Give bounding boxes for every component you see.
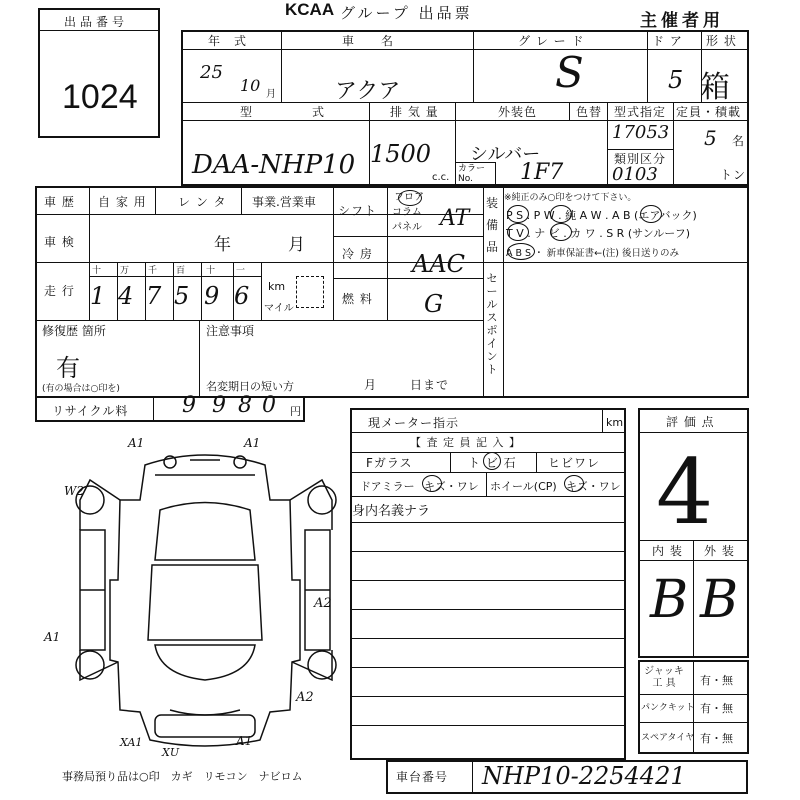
equipment-label: 装備品 — [485, 196, 498, 254]
remark-rule — [352, 638, 624, 639]
mileage-unit-header: 十 — [206, 266, 216, 276]
mark-a1-top-right: A1 — [244, 436, 261, 450]
remark-rule — [352, 725, 624, 726]
abs-circle — [507, 243, 535, 260]
puncture-kit-opts: 有・無 — [700, 702, 733, 715]
inspector-remark: 身内名義ナラ — [352, 504, 431, 519]
front-glass-chip: ト ビ 石 — [468, 456, 517, 470]
displacement-label: 排 気 量 — [390, 105, 439, 119]
meter-unit: km — [606, 416, 624, 429]
shape-value: 箱 — [700, 70, 730, 105]
mile-checkbox — [296, 276, 324, 308]
wheel-opts: キズ・ワレ — [566, 480, 621, 493]
office-items-note: 事務局預り品は○印 カギ リモコン ナビロム — [62, 770, 303, 783]
mark-a2-bottom-right: A2 — [296, 690, 314, 705]
ac-label: 冷 房 — [342, 247, 373, 261]
inspection-month: 月 — [288, 235, 305, 255]
fuel-label: 燃 料 — [342, 292, 373, 306]
chassis-value: NHP10-2254421 — [482, 762, 686, 790]
form-title: グループ 出品票 — [340, 4, 473, 22]
ab-circle — [640, 205, 662, 223]
interior-value: B — [650, 570, 689, 630]
inspection-label: 車 検 — [44, 235, 75, 249]
ac-value: AAC — [412, 250, 466, 278]
lot-number-box — [38, 8, 160, 138]
shift-column: コラム — [392, 207, 422, 218]
month-value: 10 — [240, 76, 261, 95]
capacity-label: 定員・積載 — [676, 105, 742, 119]
fuel-value: G — [424, 290, 444, 318]
ton-unit: トン — [720, 168, 747, 182]
recycle-fee-unit: 円 — [290, 405, 302, 418]
chassis-label: 車台番号 — [396, 770, 449, 784]
mileage-digit: 9 — [204, 282, 220, 310]
mileage-unit-header: 万 — [120, 266, 130, 276]
km-unit: km — [268, 280, 286, 293]
car-damage-diagram — [60, 440, 350, 760]
name-change-month: 月 — [364, 378, 378, 392]
mark-a1-top-left: A1 — [128, 436, 145, 450]
exterior-color-value: シルバー — [470, 144, 541, 165]
wheel-scratch-circle — [564, 475, 584, 492]
equipment-line-1: P S . P W . 純 A W . A B (エアバック) — [506, 209, 697, 222]
pw-circle — [550, 205, 572, 223]
chip-circle — [483, 452, 501, 470]
mileage-unit-header: 一 — [236, 266, 246, 276]
color-number-label: カラー No. — [458, 164, 486, 184]
displacement-unit: c.c. — [432, 172, 450, 183]
wheel-label: ホイール(CP) — [490, 480, 557, 493]
lot-number: 1024 — [62, 78, 138, 116]
remark-rule — [352, 667, 624, 668]
front-glass-crack: ヒビワレ — [548, 456, 601, 470]
car-name-label: 車 名 — [342, 34, 395, 48]
door-mirror-label: ドアミラー — [360, 480, 415, 493]
model-label: 型 式 — [240, 105, 331, 119]
navi-circle — [550, 223, 572, 241]
capacity-value: 5 — [704, 126, 717, 150]
grade-value: S — [555, 48, 584, 97]
door-mirror-opts: キズ・ワレ — [424, 480, 479, 493]
meter-label: 現メーター指示 — [368, 416, 460, 430]
recolor-label: 色替 — [576, 105, 603, 119]
exterior-label: 外 装 — [704, 544, 735, 558]
exterior-value: B — [700, 570, 739, 630]
door-label: ド ア — [652, 34, 683, 48]
mileage-digit: 6 — [234, 282, 250, 310]
shift-panel: パネル — [392, 222, 422, 233]
history-commercial: 事業.営業車 — [252, 195, 316, 209]
remark-rule — [352, 580, 624, 581]
repair-label: 修復歴 箇所 — [42, 324, 106, 338]
recycle-fee-digit: 8 — [238, 393, 252, 418]
ps-circle — [507, 205, 529, 223]
jack-label: ジャッキ 工 具 — [644, 666, 684, 689]
mileage-digit: 4 — [118, 282, 134, 310]
mark-a2-right: A2 — [314, 596, 332, 611]
remark-rule — [352, 696, 624, 697]
mark-a1-left: A1 — [44, 630, 61, 644]
repair-value: 有 — [56, 354, 80, 382]
inspector-heading: 【 査 定 員 記 入 】 — [410, 436, 521, 449]
shift-label: シフト — [338, 204, 378, 218]
class-label: 類別区分 — [614, 152, 667, 166]
year-label: 年 式 — [208, 34, 248, 48]
recycle-fee-digit: 9 — [212, 393, 226, 418]
equipment-note: ※純正のみ○印をつけて下さい。 — [504, 193, 637, 203]
shift-value: AT — [440, 206, 470, 231]
kcaa-logo: KCAA — [285, 0, 335, 19]
year-value: 25 — [200, 62, 223, 83]
shape-label: 形 状 — [706, 34, 737, 48]
recycle-fee-label: リサイクル料 — [52, 404, 129, 418]
capacity-unit: 名 — [732, 134, 746, 148]
jack-opts: 有・無 — [700, 674, 733, 687]
history-label: 車 歴 — [44, 195, 75, 209]
interior-label: 内 装 — [652, 544, 683, 558]
spare-tire-opts: 有・無 — [700, 732, 733, 745]
class-value: 0103 — [612, 164, 658, 185]
type-designation-value: 17053 — [612, 122, 670, 143]
mileage-digit: 7 — [146, 282, 162, 310]
mileage-unit-header: 千 — [148, 266, 158, 276]
tv-circle — [507, 223, 529, 241]
displacement-value: 1500 — [370, 140, 432, 168]
caution-label: 注意事項 — [206, 324, 255, 338]
grade-label: グ レ ー ド — [518, 34, 585, 48]
mileage-unit-header: 百 — [176, 266, 186, 276]
mark-xu: XU — [162, 746, 180, 759]
history-rental: レ ン タ — [178, 195, 227, 209]
repair-note: (有の場合は○印を) — [42, 384, 120, 394]
organizer-label: 主催者用 — [640, 11, 724, 31]
history-private: 自 家 用 — [98, 195, 147, 209]
recycle-fee-digit: 9 — [182, 393, 196, 418]
front-glass-label: Fガラス — [366, 456, 413, 470]
sales-point-label: セールスポイント — [486, 272, 498, 376]
car-name-value: アクア — [335, 79, 401, 104]
exterior-color-label: 外装色 — [498, 105, 538, 119]
name-change-label: 名変期日の短い方 — [206, 380, 294, 393]
mirror-scratch-circle — [422, 475, 442, 492]
shift-floor: フロア — [394, 192, 424, 203]
mark-xa1-bottom-left: XA1 — [120, 736, 143, 749]
mark-w2: W2 — [64, 484, 84, 498]
mileage-digit: 1 — [90, 282, 106, 310]
door-value: 5 — [668, 66, 684, 94]
mileage-label: 走 行 — [44, 284, 75, 298]
score-label: 評 価 点 — [666, 415, 715, 429]
shift-floor-circle — [398, 190, 422, 206]
puncture-kit-label: パンクキット — [641, 703, 695, 713]
mileage-digit: 5 — [174, 282, 190, 310]
mark-a1-bottom-right: A1 — [236, 734, 253, 748]
remark-rule — [352, 522, 624, 523]
mile-unit: マイル — [264, 303, 294, 314]
color-number-value: 1F7 — [520, 160, 564, 185]
type-designation-label: 型式指定 — [614, 105, 667, 119]
inspection-year: 年 — [214, 235, 231, 255]
model-value: DAA-NHP10 — [192, 150, 356, 180]
spare-tire-label: スペアタイヤ — [641, 733, 695, 743]
score-value: 4 — [656, 440, 714, 545]
equipment-line-3: A B S ・ 新車保証書←(注) 後日送りのみ — [506, 248, 680, 259]
equipment-line-2: T V . ナ ビ . カ ワ . S R (サンルーフ) — [506, 227, 691, 240]
remark-rule — [352, 609, 624, 610]
month-unit: 月 — [266, 89, 276, 100]
recycle-fee-digit: 0 — [262, 393, 276, 418]
name-change-day: 日まで — [410, 378, 450, 392]
mileage-unit-header: 十 — [92, 266, 102, 276]
remark-rule — [352, 551, 624, 552]
lot-number-label: 出品番号 — [64, 15, 129, 29]
